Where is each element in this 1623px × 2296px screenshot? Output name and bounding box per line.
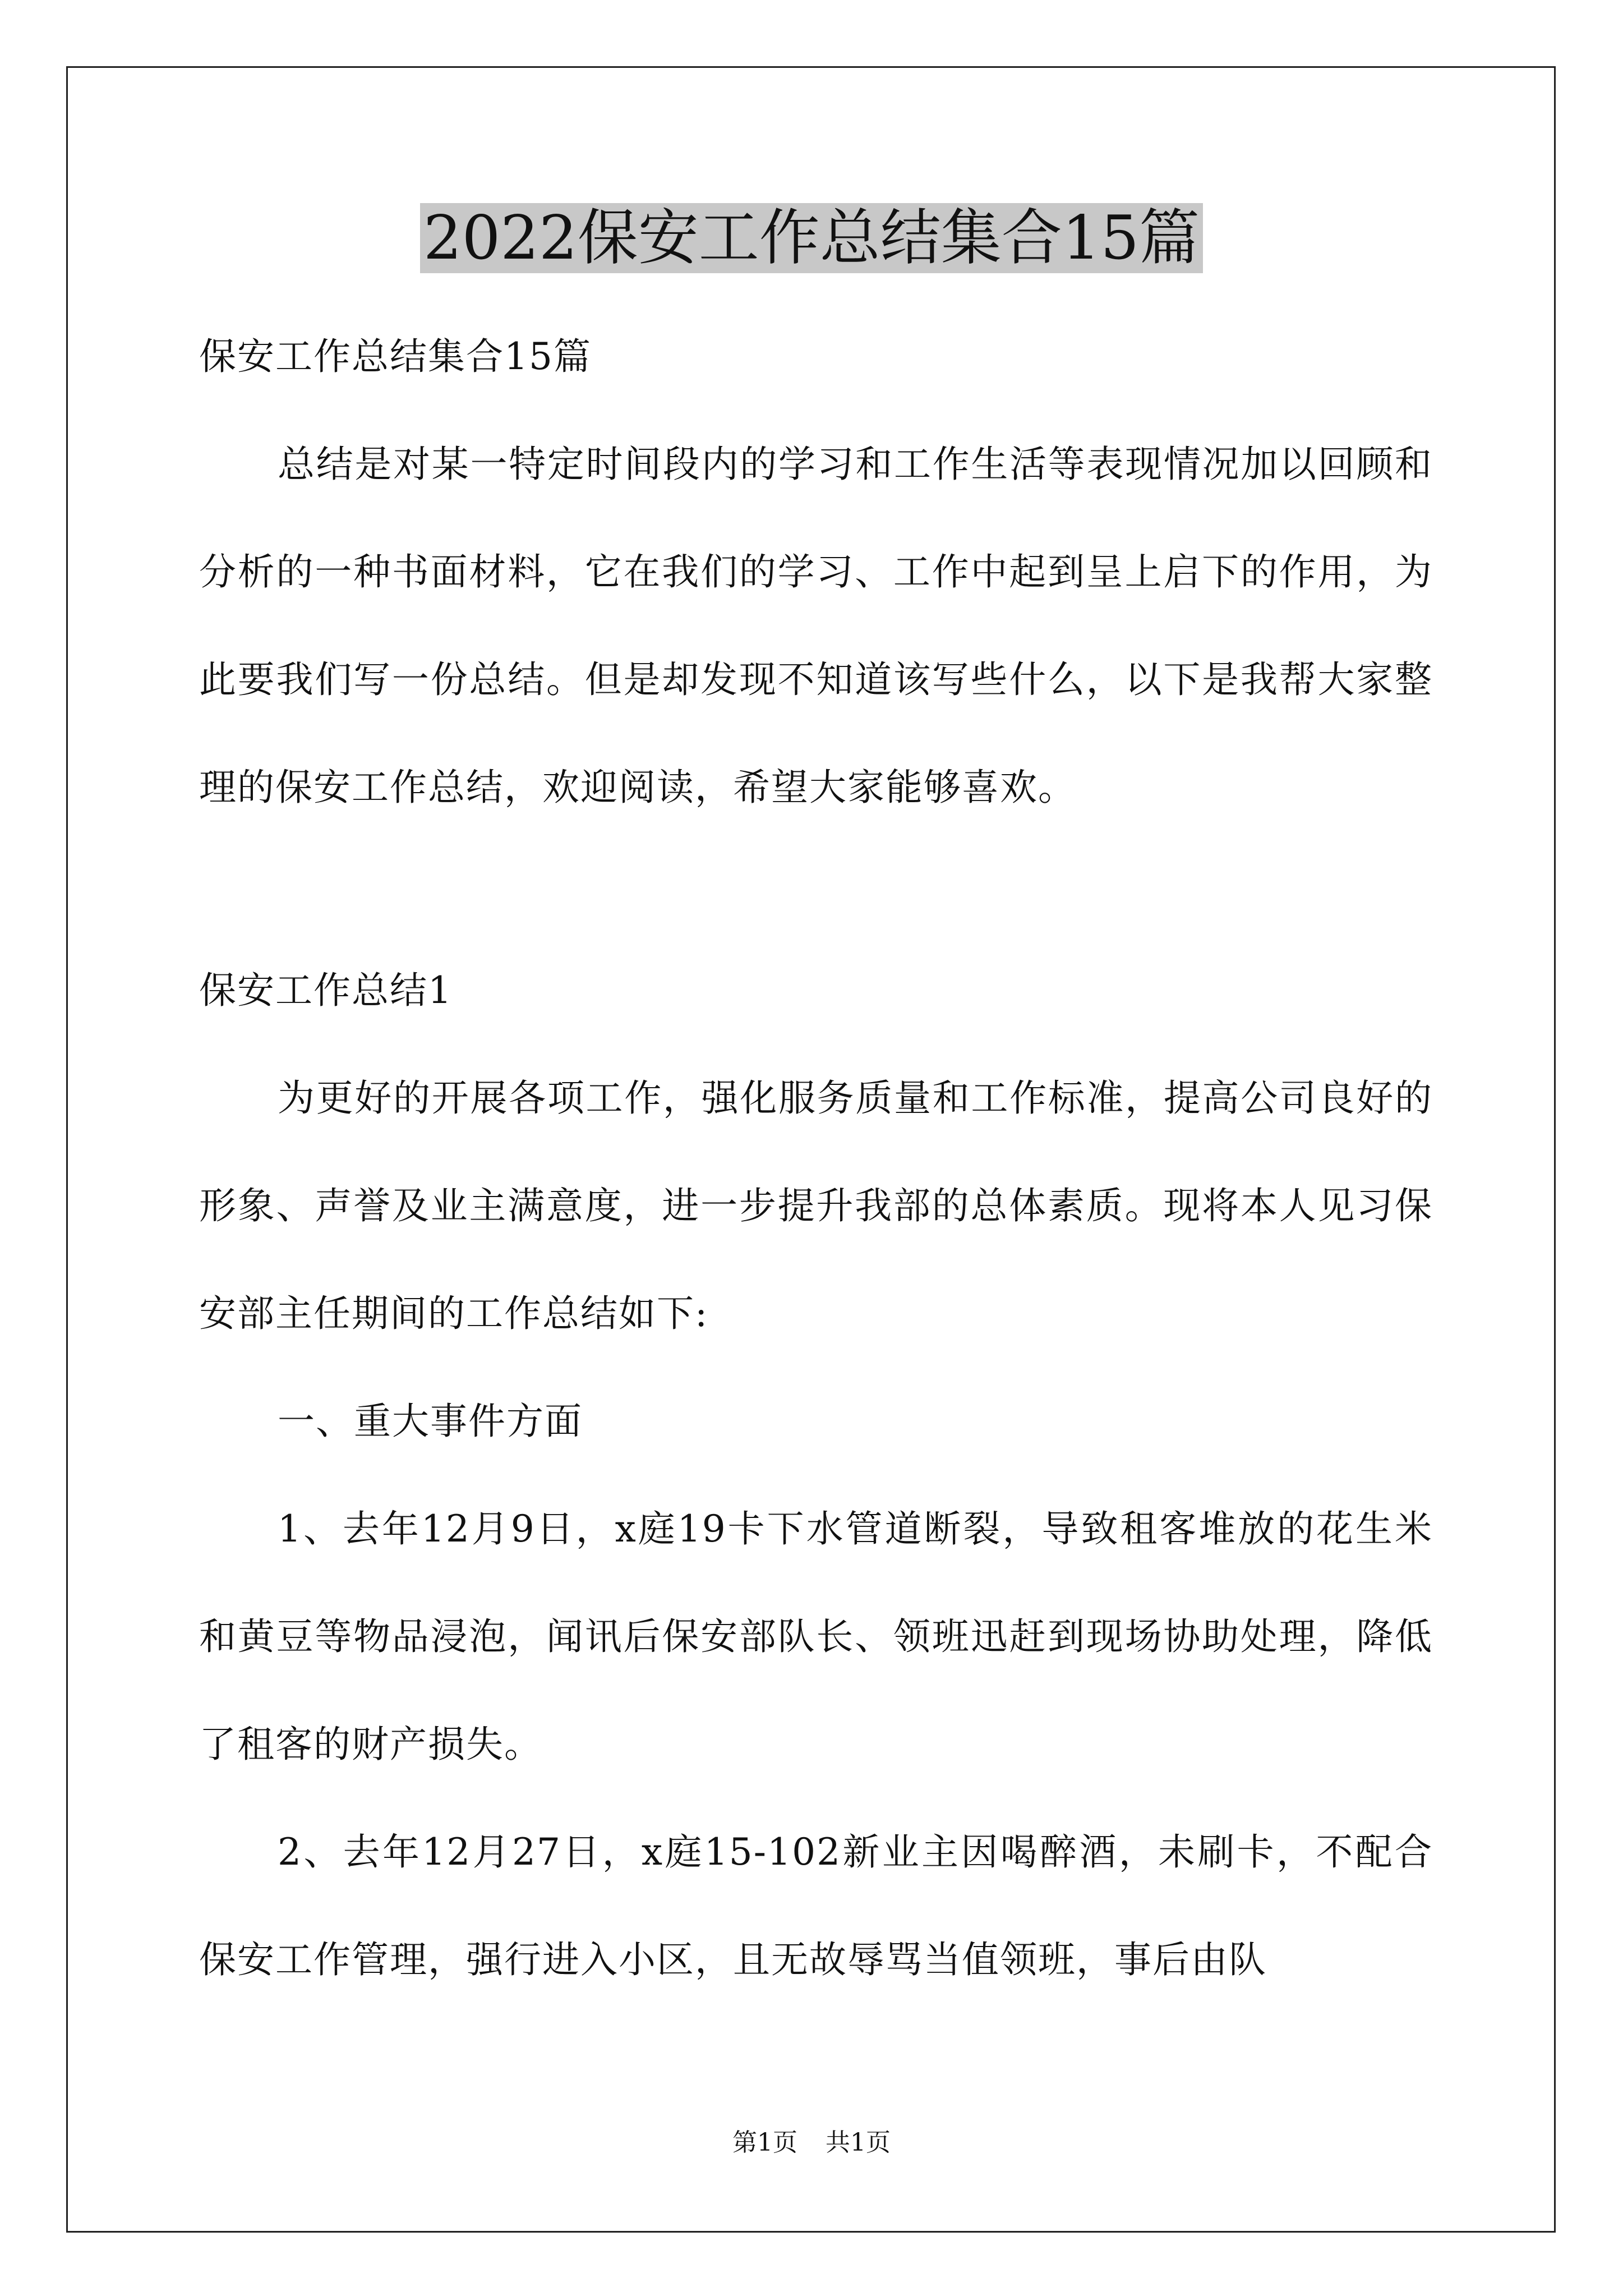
page-footer <box>0 2126 1623 2160</box>
document-title-text: 2022保安工作总结集合15篇 <box>420 203 1203 273</box>
sub-heading: 一、重大事件方面 <box>278 1400 583 1443</box>
section-heading: 保安工作总结1 <box>199 969 453 1012</box>
intro-paragraph: 总结是对某一特定时间段内的学习和工作生活等表现情况加以回顾和分析的一种书面材料，它在我们的学习、工作中起到呈上启下的作用，为此要我们写一份总结。但是却发现不知道该写些什么，以下是我帮大家整理的保安工作总结，欢迎阅读，希望大家能够喜欢。 <box>199 443 1433 809</box>
page-number: 第1页 <box>732 2128 797 2157</box>
document-subtitle: 保安工作总结集合15篇 <box>199 335 592 378</box>
section-intro-paragraph: 为更好的开展各项工作，强化服务质量和工作标准，提高公司良好的形象、声誉及业主满意度，进一步提升我部的总体素质。现将本人见习保安部主任期间的工作总结如下: <box>199 1076 1433 1335</box>
item-2-paragraph: 2、去年12月27日，x庭15-102新业主因喝醉酒，未刷卡，不配合保安工作管理，强行进入小区，且无故辱骂当值领班，事后由队 <box>199 1830 1433 1981</box>
item-1-paragraph: 1、去年12月9日，x庭19卡下水管道断裂，导致租客堆放的花生米和黄豆等物品浸泡，闻讯后保安部队长、领班迅赶到现场协助处理，降低了租客的财产损失。 <box>199 1507 1433 1766</box>
document-title <box>0 196 1623 280</box>
page-total: 共1页 <box>826 2128 891 2157</box>
document-body <box>199 303 1433 2014</box>
